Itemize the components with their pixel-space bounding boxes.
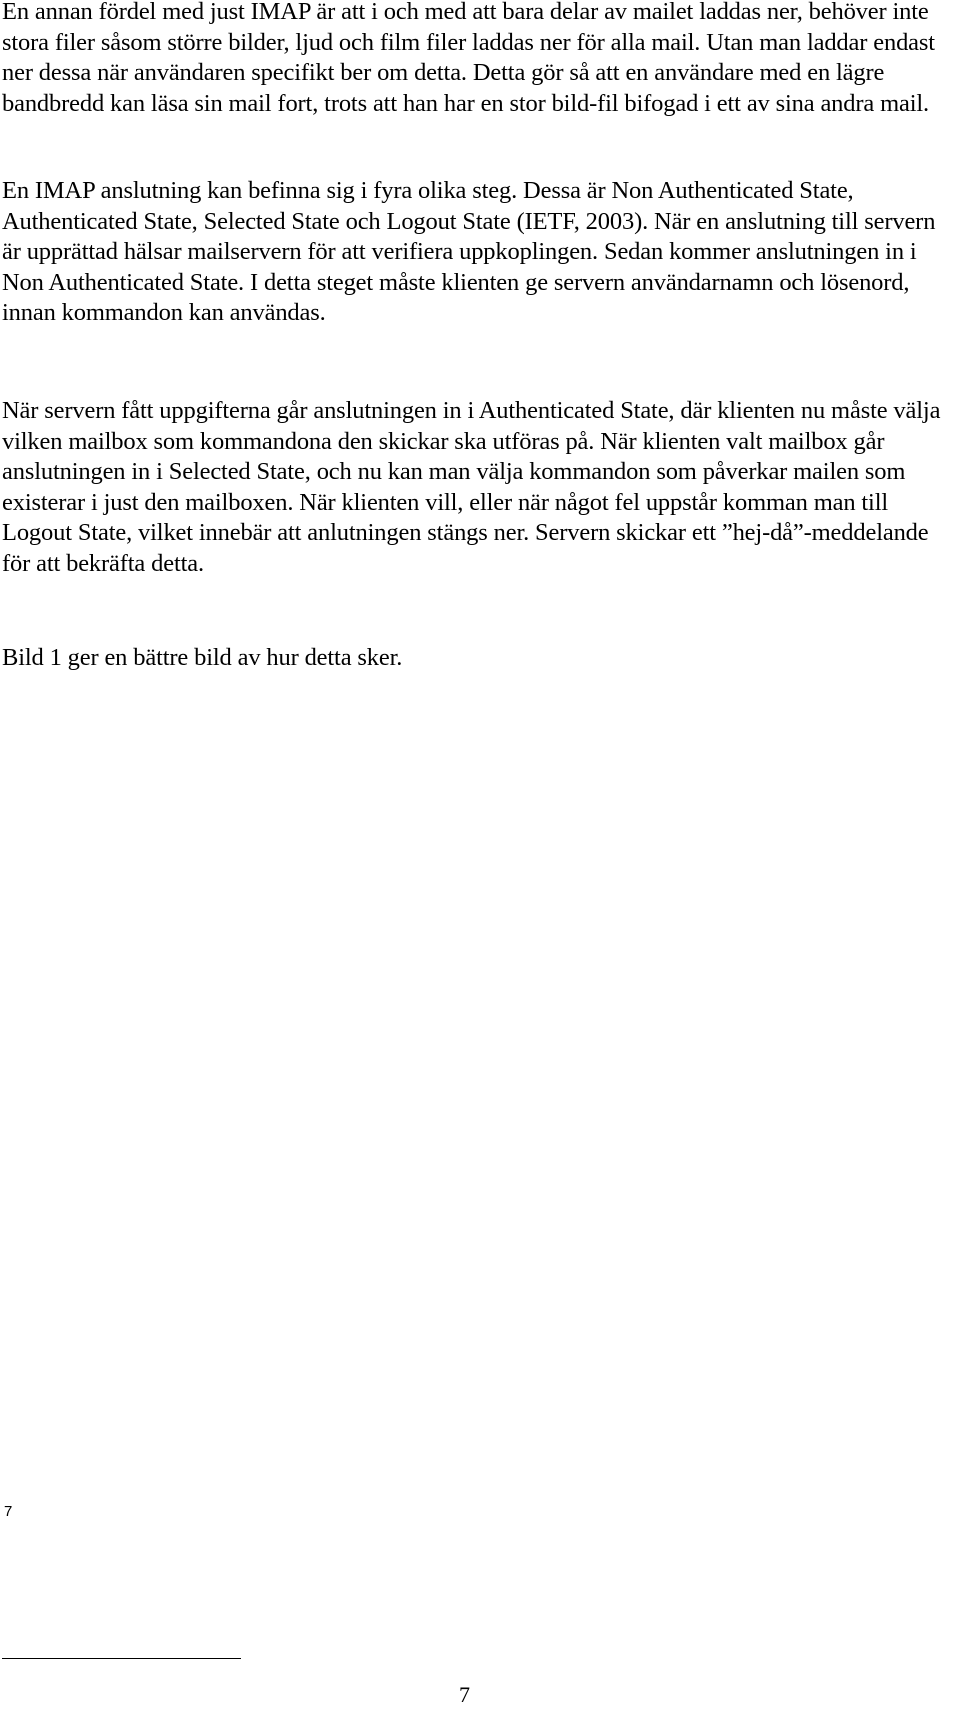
page-number: 7 [459, 1682, 470, 1707]
paragraph-imap-advantage: En annan fördel med just IMAP är att i och med att bara delar av mailet laddas ner, behöver inte stora filer såsom större bilder, ljud och film filer laddas ner för alla mail. Utan man laddar endast ner dessa när användaren specifikt ber om detta. Detta gör så att en användare med en lägre bandbredd kan läsa sin mail fort, trots att han har en stor bild-fil bifogad i ett av sina andra mail. [2, 0, 935, 117]
paragraph-authenticated-state: När servern fått uppgifterna går anslutningen in i Authenticated State, där klienten nu måste välja vilken mailbox som kommandona den skickar ska utföras på. När klienten valt mailbox går anslutningen in i Selected State, och nu kan man välja kommandon som påverkar mailen som existerar i just den mailboxen. När klienten vill, eller när något fel uppstår komman man till Logout State, vilket innebär att anlutningen stängs ner. Servern skickar ett ”hej-då”-meddelande för att bekräfta detta. [2, 397, 941, 577]
paragraph-figure-reference: Bild 1 ger en bättre bild av hur detta sker. [2, 644, 403, 671]
footnote-marker: 7 [4, 1503, 13, 1520]
footnote-divider [2, 1658, 241, 1659]
paragraph-connection-states: En IMAP anslutning kan befinna sig i fyra olika steg. Dessa är Non Authenticated State, Authenticated State, Selected State och Logout State (IETF, 2003). När en anslutning till servern är upprättad hälsar mailservern för att verifiera uppkoplingen. Sedan kommer anslutningen in i Non Authenticated State. I detta steget måste klienten ge servern användarnamn och lösenord, innan kommandon kan användas. [2, 177, 936, 326]
